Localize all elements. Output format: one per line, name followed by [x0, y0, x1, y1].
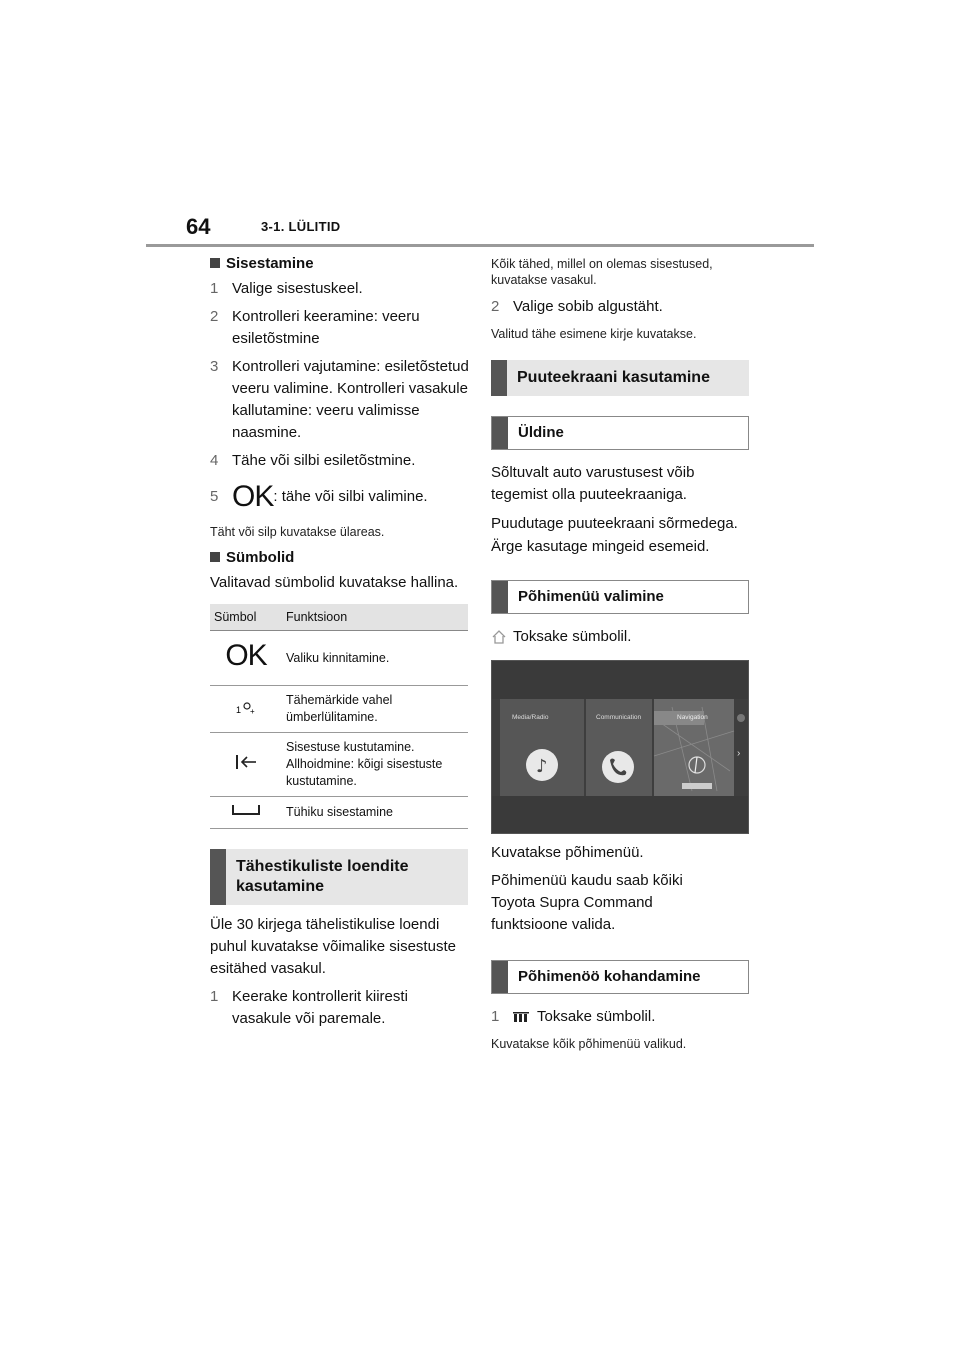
- customize-step-1: 1 Toksake sümbolil.: [491, 1008, 656, 1025]
- main-menu-p2: Põhimenüü kaudu saab kõiki Toyota Supra Command funktsioone valida.: [491, 872, 683, 933]
- step-5: 5 OK : tähe või silbi valimine.: [210, 480, 428, 513]
- symbols-table: [210, 604, 468, 829]
- square-bullet-icon: [210, 552, 220, 562]
- symbols-intro: Valitavad sümbolid kuvatakse hallina.: [210, 574, 459, 591]
- touchscreen-box: Puuteekraani kasutamine: [491, 360, 749, 396]
- page-number: 64: [186, 214, 211, 239]
- alpha-step-1: 1 Keerake kontrollerit kiiresti vasakule või paremale.: [210, 988, 408, 1027]
- ok-icon: OK: [232, 480, 274, 513]
- main-menu-box: Põhimenüü valimine: [491, 580, 749, 614]
- svg-text:1: 1: [236, 704, 242, 715]
- svg-text:+: +: [250, 706, 255, 715]
- letters-note: Kõik tähed, millel on olemas sisestused, kuvatakse vasakul.: [491, 257, 713, 287]
- step-1: 1 Valige sisestuskeel.: [210, 280, 363, 297]
- main-menu-p1: Kuvatakse põhimenüü.: [491, 844, 644, 861]
- alpha-text: Üle 30 kirjega tähelistikulise loendi puhul kuvatakse võimalike sisestuste esitähed vasakul.: [210, 916, 456, 977]
- right-column: [491, 253, 751, 1052]
- edit-menu-icon: [513, 1011, 531, 1023]
- step-4: 4 Tähe või silbi esiletõstmine.: [210, 452, 416, 469]
- svg-text:›: ›: [737, 748, 741, 759]
- switch-chars-icon: [235, 699, 257, 715]
- table-header-row: [210, 604, 468, 631]
- main-menu-screenshot: [491, 660, 749, 834]
- step-2: 2 Kontrolleri keeramine: veeru esiletõstmine: [210, 308, 420, 347]
- general-p1: Sõltuvalt auto varustusest võib tegemist olla puuteekraaniga.: [491, 464, 695, 503]
- first-entry-note: Valitud tähe esimene kirje kuvatakse.: [491, 327, 697, 341]
- screen-tab-navigation: Navigation: [677, 714, 708, 721]
- input-steps: [210, 278, 470, 512]
- screen-tab-communication: Communication: [596, 714, 642, 721]
- table-row: Sisestuse kustutamine. Allhoidmine: kõigi sisestuste kustutamine.: [210, 733, 468, 797]
- step5-note: Täht või silp kuvatakse ülareas.: [210, 525, 385, 539]
- ok-icon: OK: [225, 638, 267, 672]
- screen-tab-media: Media/Radio: [512, 714, 549, 721]
- customize-note: Kuvatakse kõik põhimenüü valikud.: [491, 1037, 687, 1051]
- left-column: [210, 253, 470, 1030]
- table-row: OK Valiku kinnitamine.: [210, 631, 468, 686]
- alpha-lists-box: Tähestikuliste loendite kasutamine: [210, 849, 468, 905]
- phone-icon-bg: [602, 751, 634, 783]
- table-row: Tühiku sisestamine: [210, 797, 468, 829]
- general-box: Üldine: [491, 416, 749, 450]
- symbols-heading: Sümbolid: [210, 549, 470, 566]
- table-row: 1 + Tähemärkide vahel ümberlülitamine.: [210, 686, 468, 733]
- table-header-function: Funktsioon: [282, 604, 468, 631]
- space-icon: [231, 804, 261, 816]
- general-p2: Puudutage puuteekraani sõrmedega. Ärge kasutage mingeid esemeid.: [491, 515, 738, 555]
- step-3: 3 Kontrolleri vajutamine: esiletõstetud veeru valimine. Kontrolleri vasakule kallutamine: veeru valimisse naasmine.: [210, 358, 469, 441]
- delete-icon: [234, 753, 258, 771]
- home-icon: [491, 629, 507, 645]
- square-bullet-icon: [210, 258, 220, 268]
- music-icon: ♪: [536, 756, 548, 777]
- table-header-symbol: Sümbol: [210, 604, 282, 631]
- header-rule: [146, 244, 814, 247]
- main-menu-tap: Toksake sümbolil.: [491, 626, 751, 648]
- input-heading: Sisestamine: [210, 255, 470, 272]
- customize-box: Põhimenöö kohandamine: [491, 960, 749, 994]
- chapter-title: 3-1. LÜLITID: [261, 219, 341, 234]
- step-2-right: 2 Valige sobib algustäht.: [491, 298, 663, 315]
